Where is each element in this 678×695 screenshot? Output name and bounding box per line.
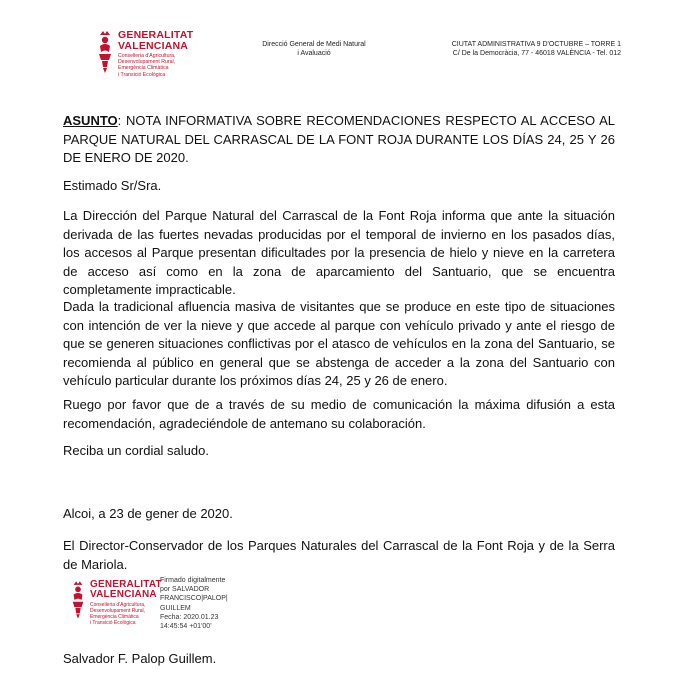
- salutation: Estimado Sr/Sra.: [63, 178, 162, 193]
- logo-subline: Conselleria d'Agricultura,: [118, 53, 176, 59]
- generalitat-emblem-icon: [70, 580, 86, 620]
- signer-name: Salvador F. Palop Guillem.: [63, 651, 217, 666]
- logo-subline: i Transició Ecològica: [118, 71, 166, 78]
- director-line: El Director-Conservador de los Parques Naturales del Carrascal de la Font Roja y de la Serra de Mariola.: [63, 538, 615, 572]
- signature-line: Firmado digitalmente: [160, 577, 226, 584]
- paragraph-2: Dada la tradicional afluencia masiva de visitantes que se produce en este tipo de situaciones con intención de ver la nieve y que accede al parque con vehículo privado y ante el riesgo de que se generen situaciones conflictivas por el atasco de vehículos en la zona del Santuario, se recomienda al público en general que se abstenga de acceder a la zona del Santuario con vehículo particular durante los próximos días 24, 25 y 26 de enero.: [63, 299, 615, 388]
- signature-line: Fecha: 2020.01.23: [160, 613, 219, 621]
- header-logo: [96, 30, 193, 78]
- logo-subline: Emergència Climàtica: [118, 65, 169, 72]
- subject: [63, 112, 615, 168]
- signature-line: GUILLEM: [160, 604, 191, 612]
- paragraph-1: La Dirección del Parque Natural del Carrascal de la Font Roja informa que ante la situación derivada de las fuertes nevadas producidas por el temporal de invierno en los pasados días, los accesos al Parque presentan dificultades por la presencia de hielo y nieve en la carretera de acceso así como en la zona de aparcamiento del Santuario, que se encuentra completamente impracticable.: [63, 208, 615, 297]
- subject-text: : NOTA INFORMATIVA SOBRE RECOMENDACIONES RESPECTO AL ACCESO AL PARQUE NATURAL DEL CARRASCAL DE LA FONT ROJA DURANTE LOS DÍAS 24, 25 Y 26 DE ENERO DE 2020.: [63, 113, 615, 165]
- logo-line1: GENERALITAT: [118, 29, 194, 41]
- department-line: Direcció General de Medi Natural: [262, 41, 366, 48]
- logo-subline: Desenvolupament Rural,: [118, 59, 176, 66]
- logo-line2: VALENCIANA: [90, 589, 157, 600]
- logo-subline: Emergència Climàtica: [90, 614, 139, 620]
- digital-signature: [160, 576, 255, 631]
- address-line: C/ De la Democràcia, 77 - 46018 VALÈNCIA - Tel. 012: [452, 50, 621, 58]
- department-line: i Avaluació: [297, 50, 331, 58]
- logo-subline: Conselleria d'Agricultura,: [90, 602, 146, 608]
- logo-subline: i Transició Ecològica: [90, 620, 136, 626]
- date-line: Alcoi, a 23 de gener de 2020.: [63, 506, 233, 521]
- header-department: [252, 40, 376, 58]
- signature-line: FRANCISCO|PALOP|: [160, 595, 228, 603]
- subject-label: ASUNTO: [63, 113, 118, 128]
- generalitat-emblem-icon: [96, 30, 114, 74]
- logo-subline: Desenvolupament Rural,: [90, 608, 146, 614]
- signature-logo: [70, 580, 162, 626]
- logo-line2: VALENCIANA: [118, 39, 189, 52]
- address-line: CIUTAT ADMINISTRATIVA 9 D'OCTUBRE – TORRE 1: [451, 41, 621, 48]
- logo-line1: GENERALITAT: [90, 579, 162, 590]
- signature-line: 14:45:54 +01'00': [160, 623, 212, 631]
- paragraph-3: Ruego por favor que de a través de su medio de comunicación la máxima difusión a esta recomendación, agradeciéndole de antemano su colaboración.: [63, 397, 615, 431]
- signature-line: por SALVADOR: [160, 586, 210, 594]
- closing: Reciba un cordial saludo.: [63, 443, 209, 458]
- header-address: [418, 40, 621, 58]
